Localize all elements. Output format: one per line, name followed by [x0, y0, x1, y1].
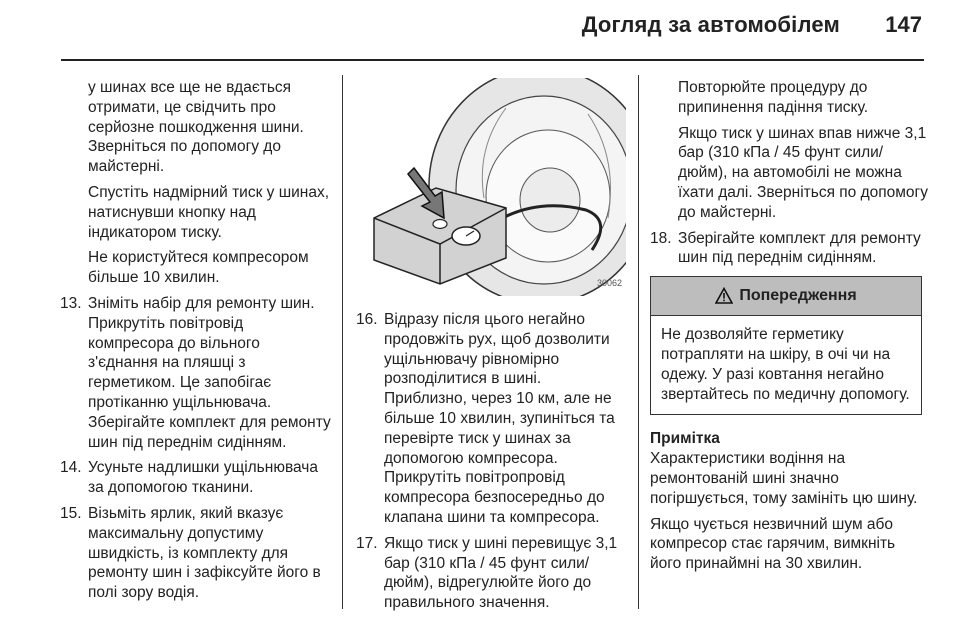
- step-number: 13.: [60, 294, 82, 312]
- step-number: 14.: [60, 459, 82, 477]
- figure-code: 30062: [596, 278, 622, 289]
- step-18: [650, 229, 930, 269]
- page-header: [0, 0, 960, 60]
- compressor-illustration: [356, 78, 626, 296]
- paragraph: Не користуйтеся компресором більше 10 хвилин.: [88, 249, 309, 287]
- warning-triangle-icon: [715, 287, 733, 305]
- column-divider-1: [342, 75, 343, 609]
- step-13: [60, 294, 332, 452]
- step-17: [356, 534, 626, 613]
- warning-box: [650, 276, 922, 415]
- step-number: 18.: [650, 229, 672, 247]
- step-16: [356, 310, 626, 528]
- section-title: Догляд за автомобілем: [581, 12, 840, 37]
- step-text: Зберігайте комплект для ремонту шин під переднім сидінням.: [678, 229, 921, 267]
- step-number: 15.: [60, 504, 82, 522]
- paragraph: Якщо тиск у шинах впав нижче 3,1 бар (310 кПа / 45 фунт сили/дюйм), на автомобілі не можна їхати далі. Зверніться по допомогу до майстерні.: [678, 124, 928, 221]
- note-paragraph: Якщо чується незвичний шум або компресор стає гарячим, вимкніть його принаймні на 30 хвилин.: [650, 515, 896, 573]
- header-divider: [61, 59, 924, 61]
- column-left: [60, 78, 332, 609]
- note-paragraph: Характеристики водіння на ремонтованій шині значно погіршується, тому замініть цю шину.: [650, 450, 918, 507]
- step-text: Якщо тиск у шині перевищує 3,1 бар (310 кПа / 45 фунт сили/дюйм), відрегулюйте його до правильного значення.: [384, 534, 618, 612]
- paragraph: у шинах все ще не вдається отримати, це свідчить про серйозне пошкодження шини. Зверніться по допомогу до майстерні.: [88, 79, 304, 176]
- note-title: Примітка: [650, 430, 720, 448]
- step-text: Зніміть набір для ремонту шин. Прикрутіть повітровід компресора до вільного з'єднання на пляшці з герметиком. Це запобігає протіканню ущільнювача. Зберігайте комплект для ремонту шин під переднім сидінням.: [88, 294, 331, 451]
- step-14: [60, 458, 332, 498]
- step-text: Відразу після цього негайно продовжіть рух, щоб дозволити ущільнювачу рівномірно розподілитися в шині. Приблизно, через 10 км, але не більше 10 хвилин, зупиніться та перевірте тиск у шинах за допомогою компресора. Прикрутіть повітропровід компресора безпосередньо до клапана шини та компресора.: [384, 311, 615, 526]
- step-text: Усуньте надлишки ущільнювача за допомогою тканини.: [88, 459, 318, 497]
- step-number: 17.: [356, 534, 378, 552]
- warning-text: Не дозволяйте герметику потрапляти на шкіру, в очі чи на одежу. У разі ковтання негайно звертайтесь по медичну допомогу.: [661, 326, 910, 403]
- warning-header: [651, 277, 921, 316]
- column-right: [650, 78, 930, 580]
- compressor-wheel-drawing: [356, 78, 626, 296]
- warning-title: Попередження: [739, 287, 857, 305]
- column-divider-2: [638, 75, 639, 609]
- column-middle: [356, 78, 626, 619]
- step-15: [60, 504, 332, 603]
- paragraph: Спустіть надмірний тиск у шинах, натиснувши кнопку над індикатором тиску.: [88, 183, 330, 241]
- step-text: Візьміть ярлик, який вказує максимальну допустиму швидкість, із комплекту для ремонту шин і зафіксуйте його в полі зору водія.: [88, 504, 321, 602]
- paragraph: Повторюйте процедуру до припинення падіння тиску.: [678, 79, 869, 116]
- page-number: 147: [885, 12, 922, 37]
- step-number: 16.: [356, 311, 378, 328]
